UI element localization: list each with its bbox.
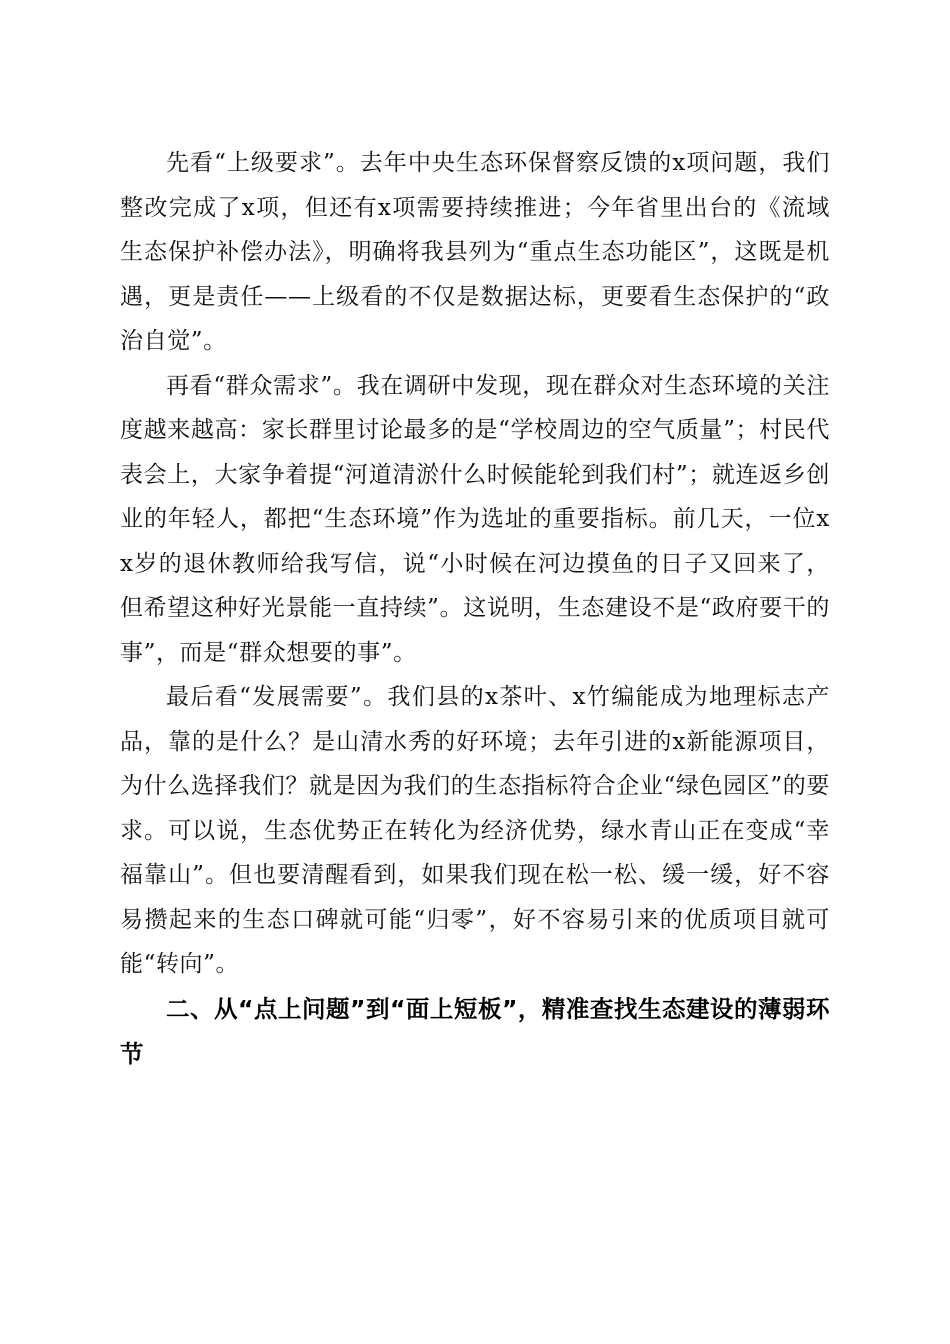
document-body (120, 141, 830, 1077)
paragraph-development-needs: 最后看“发展需要”。我们县的x茶叶、x竹编能成为地理标志产品，靠的是什么？是山清水秀的好环境；去年引进的x新能源项目，为什么选择我们？就是因为我们的生态指标符合企业“绿色园区”的要求。可以说，生态优势正在转化为经济优势，绿水青山正在变成“幸福靠山”。但也要清醒看到，如果我们现在松一松、缓一缓，好不容易攒起来的生态口碑就可能“归零”，好不容易引来的优质项目就可能“转向”。 (120, 684, 830, 977)
paragraph-superior-requirements: 先看“上级要求”。去年中央生态环保督察反馈的x项问题，我们整改完成了x项，但还有x项需要持续推进；今年省里出台的《流域生态保护补偿办法》，明确将我县列为“重点生态功能区”，这既是机遇，更是责任——上级看的不仅是数据达标，更要看生态保护的“政治自觉”。 (120, 150, 830, 354)
section-heading: 二、从“点上问题”到“面上短板”，精准查找生态建设的薄弱环节 (120, 994, 830, 1068)
paragraph-public-demand: 再看“群众需求”。我在调研中发现，现在群众对生态环境的关注度越来越高：家长群里讨论最多的是“学校周边的空气质量”；村民代表会上，大家争着提“河道清淤什么时候能轮到我们村”；就连返乡创业的年轻人，都把“生态环境”作为选址的重要指标。前几天，一位xx岁的退休教师给我写信，说“小时候在河边摸鱼的日子又回来了，但希望这种好光景能一直持续”。这说明，生态建设不是“政府要干的事”，而是“群众想要的事”。 (120, 372, 830, 666)
